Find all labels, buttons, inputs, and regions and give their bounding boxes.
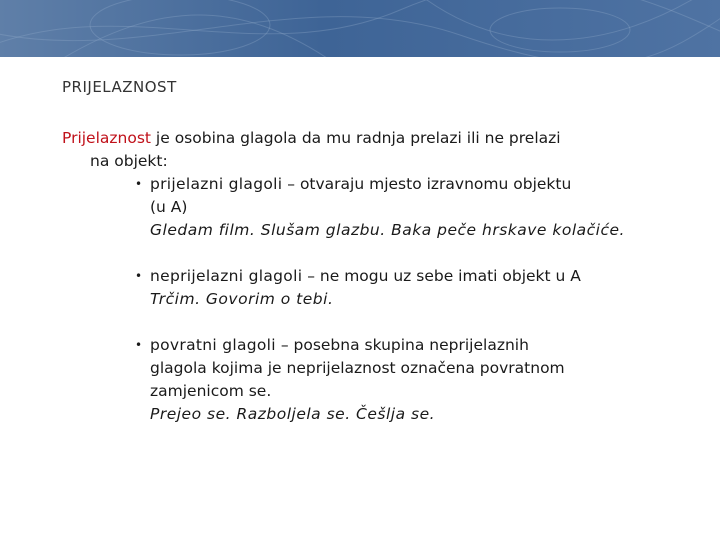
slide-body: [62, 127, 702, 426]
page-title: PRIJELAZNOST: [62, 78, 177, 96]
bullet-desc-line1: – posebna skupina neprijelaznih: [275, 336, 529, 354]
list-item: [62, 173, 702, 242]
spacer: [62, 242, 702, 265]
bullet-desc-line2: glagola kojima je neprijelaznost označena povratnom: [150, 359, 565, 377]
spacer: [62, 311, 702, 334]
bullet-icon: •: [135, 177, 143, 191]
bullet-desc-line2: (u A): [150, 198, 188, 216]
bullet-icon: •: [135, 269, 143, 283]
bullet-example: Trčim. Govorim o tebi.: [150, 290, 334, 308]
list-item: [62, 265, 702, 311]
bullet-term: povratni glagoli: [150, 336, 276, 354]
intro-paragraph: [62, 127, 702, 173]
intro-text-line2: na objekt:: [90, 152, 168, 170]
bullet-icon: •: [135, 338, 143, 352]
bullet-term: neprijelazni glagoli: [150, 267, 303, 285]
bullet-desc-line1: – ne mogu uz sebe imati objekt u A: [302, 267, 581, 285]
list-item: [62, 334, 702, 426]
bullet-desc-line1: – otvaraju mjesto izravnomu objektu: [282, 175, 572, 193]
bullet-term: prijelazni glagoli: [150, 175, 283, 193]
header-banner: [0, 0, 720, 57]
banner-decoration: [0, 0, 720, 57]
bullet-desc-line3: zamjenicom se.: [150, 382, 272, 400]
bullet-example: Gledam film. Slušam glazbu. Baka peče hrskave kolačiće.: [150, 221, 625, 239]
intro-text-line1: je osobina glagola da mu radnja prelazi ili ne prelazi: [151, 129, 561, 147]
bullet-example: Prejeo se. Razboljela se. Češlja se.: [150, 405, 436, 423]
intro-term: Prijelaznost: [62, 129, 151, 147]
